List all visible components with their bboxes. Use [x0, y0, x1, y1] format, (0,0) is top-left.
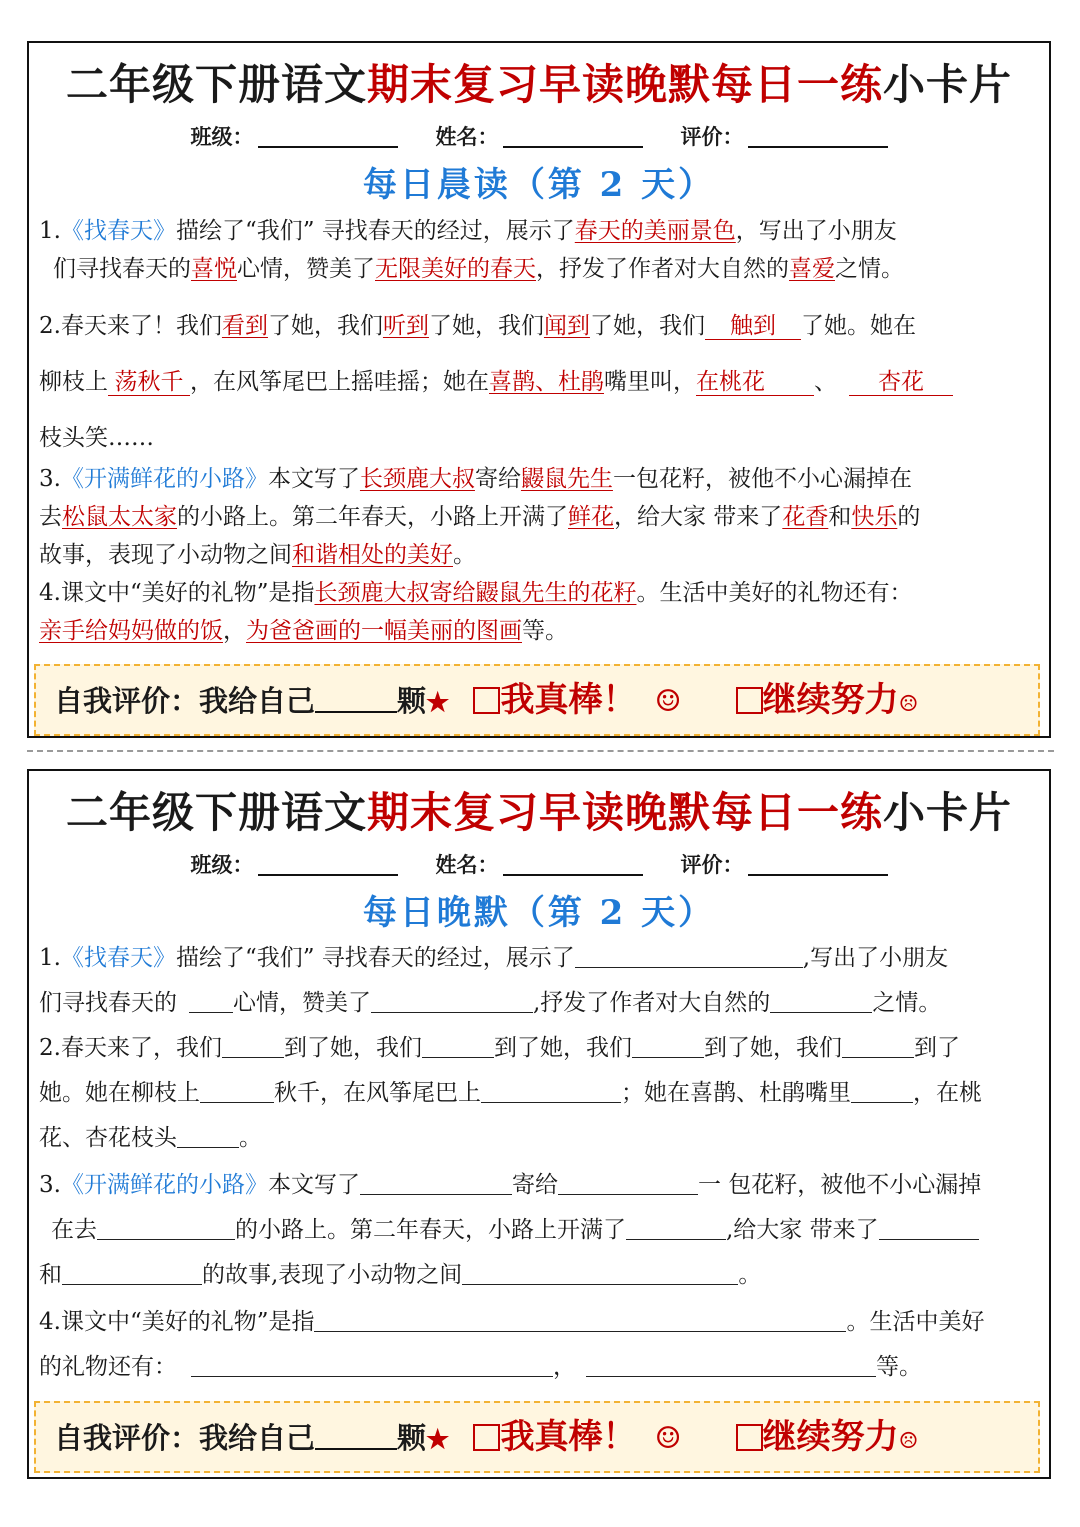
rating-label: 评价： — [680, 852, 744, 877]
star-icon: ★ — [426, 1425, 450, 1455]
evening-dictation-card — [27, 769, 1051, 1479]
sad-icon: ☹ — [898, 1428, 919, 1454]
answer-blank[interactable] — [222, 1035, 284, 1058]
dashed-separator — [27, 750, 1054, 752]
answer-blank[interactable] — [632, 1035, 704, 1058]
answer-blank[interactable] — [879, 1217, 979, 1240]
answer-blank[interactable] — [558, 1172, 698, 1195]
class-field[interactable] — [258, 852, 398, 876]
smile-icon: ☺ — [654, 684, 682, 719]
card-title: 二年级下册语文期末复习早读晚默每日一练小卡片 — [65, 60, 1013, 109]
rating-label: 评价： — [680, 124, 744, 149]
question-4: 4.课文中“美好的礼物”是指 。生活中美好 的礼物还有： ， 等。 — [39, 1309, 985, 1380]
great-checkbox[interactable] — [473, 1424, 500, 1451]
smile-icon: ☺ — [654, 1421, 682, 1456]
name-field[interactable] — [503, 124, 643, 148]
answer-blank[interactable] — [575, 945, 803, 968]
answer-blank[interactable] — [371, 990, 533, 1013]
card-subtitle: 每日晚默（第 2 天） — [362, 893, 716, 933]
answer-blank[interactable] — [191, 1354, 553, 1377]
answer-blank[interactable] — [62, 1262, 202, 1285]
keep-trying-checkbox[interactable] — [736, 687, 763, 714]
name-field[interactable] — [503, 852, 643, 876]
answer-blank[interactable] — [626, 1217, 726, 1240]
question-2: 2.春天来了！我们看到了她，我们听到了她，我们闻到了她，我们 触到 了她。她在 柳枝上 荡秋千 ，在风筝尾巴上摇哇摇；她在喜鹊、杜鹃嘴里叫，在桃花 、 杏花 枝头笑…… — [39, 298, 1040, 466]
answer-blank[interactable] — [842, 1035, 914, 1058]
student-info-row — [29, 845, 1049, 885]
rating-field[interactable] — [748, 852, 888, 876]
class-label: 班级： — [190, 852, 254, 877]
answer-blank[interactable] — [481, 1080, 621, 1103]
answer-blank[interactable] — [314, 1309, 846, 1332]
question-1: 1.《找春天》描绘了“我们” 寻找春天的经过，展示了春天的美丽景色，写出了小朋友 们寻找春天的喜悦心情，赞美了无限美好的春天，抒发了作者对大自然的喜爱之情。 — [39, 218, 904, 282]
question-3: 3.《开满鲜花的小路》本文写了长颈鹿大叔寄给鼹鼠先生一包花籽，被他不小心漏掉在 去松鼠太太家的小路上。第二年春天，小路上开满了鲜花，给大家 带来了花香和快乐的 故事，表现了小动物之间和谐相处的美好。 — [39, 466, 921, 568]
self-evaluation-box: 自我评价：我给自己 颗★ 我真棒！ ☺ 继续努力☹ — [34, 664, 1040, 736]
answer-blank[interactable] — [770, 990, 872, 1013]
morning-reading-card — [27, 41, 1051, 738]
sad-icon: ☹ — [898, 691, 919, 717]
name-label: 姓名： — [435, 124, 499, 149]
card-title: 二年级下册语文期末复习早读晚默每日一练小卡片 — [65, 788, 1013, 837]
question-1: 1.《找春天》描绘了“我们” 寻找春天的经过，展示了 ,写出了小朋友 们寻找春天的 心情，赞美了 ,抒发了作者对大自然的 之情。 — [39, 945, 949, 1016]
question-3: 3.《开满鲜花的小路》本文写了 寄给 一 包花籽，被他不小心漏掉 在去 的小路上。第二年春天，小路上开满了 ,给大家 带来了 和 的故事,表现了小动物之间 。 — [39, 1172, 982, 1288]
student-info-row — [29, 117, 1049, 157]
answer-blank[interactable] — [462, 1262, 738, 1285]
question-2: 2.春天来了，我们 到了她，我们 到了她，我们 到了她，我们 到了 她。她在柳枝上 秋千，在风筝尾巴上 ；她在喜鹊、杜鹃嘴里 ，在桃 花、杏花枝头 。 — [39, 1035, 982, 1151]
great-checkbox[interactable] — [473, 687, 500, 714]
answer-blank[interactable] — [97, 1217, 235, 1240]
star-count-field[interactable] — [315, 1422, 397, 1450]
star-count-field[interactable] — [315, 685, 397, 713]
question-4: 4.课文中“美好的礼物”是指长颈鹿大叔寄给鼹鼠先生的花籽。生活中美好的礼物还有： 亲手给妈妈做的饭，为爸爸画的一幅美丽的图画等。 — [39, 580, 913, 644]
card-subtitle: 每日晨读（第 2 天） — [362, 165, 716, 205]
answer-blank[interactable] — [177, 1125, 239, 1148]
class-label: 班级： — [190, 124, 254, 149]
name-label: 姓名： — [435, 852, 499, 877]
answer-blank[interactable] — [422, 1035, 494, 1058]
answer-blank[interactable] — [200, 1080, 274, 1103]
rating-field[interactable] — [748, 124, 888, 148]
answer-blank[interactable] — [189, 990, 233, 1013]
self-evaluation-box: 自我评价：我给自己 颗★ 我真棒！ ☺ 继续努力☹ — [34, 1401, 1040, 1473]
answer-blank[interactable] — [586, 1354, 876, 1377]
star-icon: ★ — [426, 688, 450, 718]
keep-trying-checkbox[interactable] — [736, 1424, 763, 1451]
answer-blank[interactable] — [360, 1172, 512, 1195]
answer-blank[interactable] — [851, 1080, 913, 1103]
class-field[interactable] — [258, 124, 398, 148]
